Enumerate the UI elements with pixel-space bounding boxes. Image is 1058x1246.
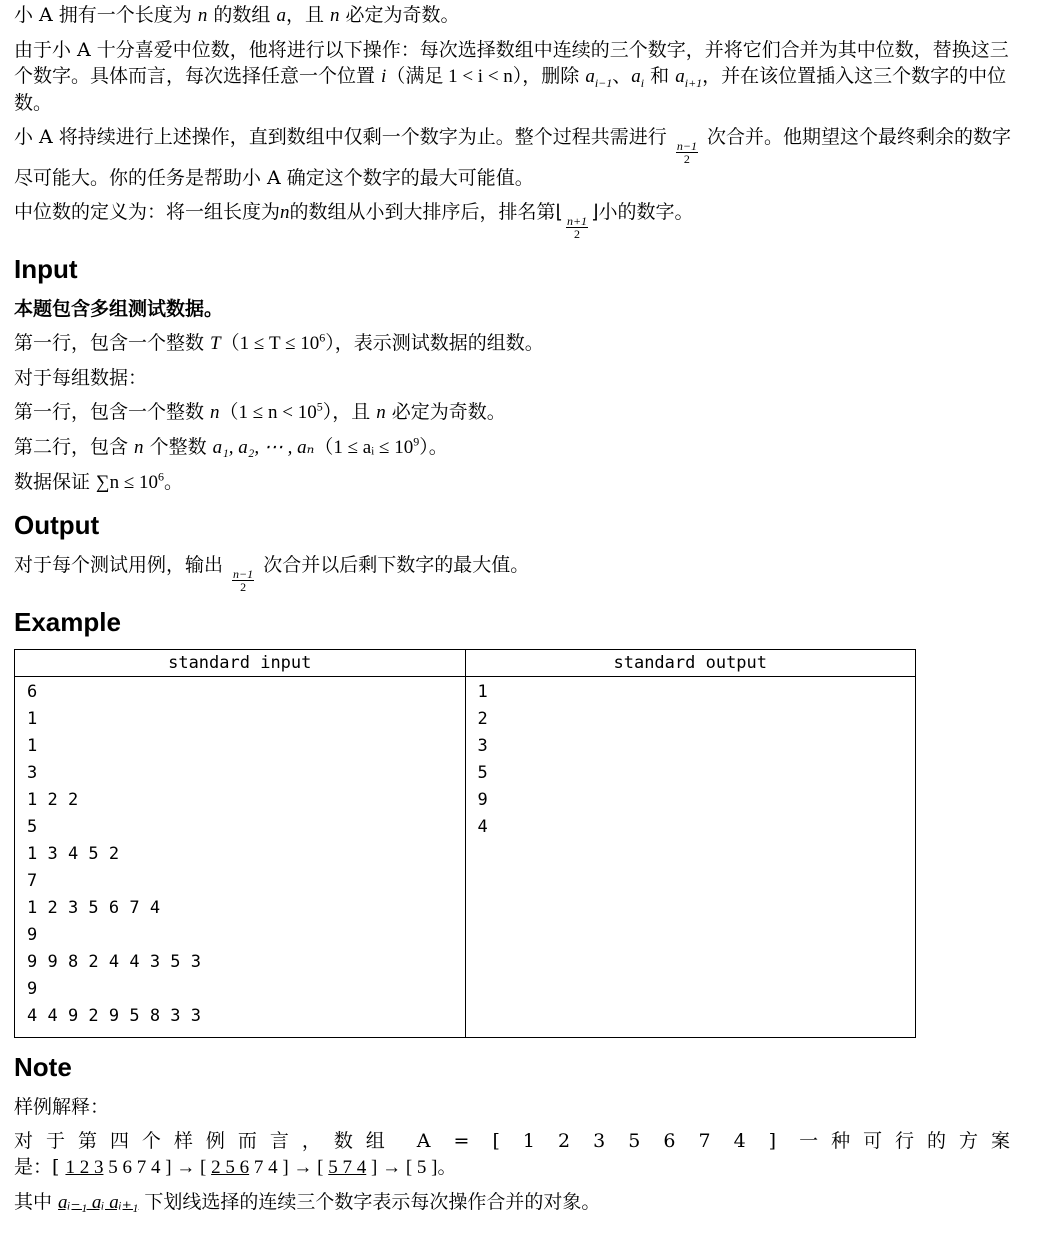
input-heading: Input bbox=[14, 254, 78, 284]
text: ） bbox=[325, 333, 335, 354]
input-column-header: standard input bbox=[15, 650, 466, 677]
output-heading: Output bbox=[14, 510, 100, 540]
math-sum: ∑n ≤ 10 bbox=[96, 472, 159, 493]
statement-paragraph-1 bbox=[14, 2, 1014, 29]
math-condition: （满足 1 < i < n） bbox=[386, 66, 523, 87]
text: 小 A 拥有一个长度为 bbox=[14, 4, 198, 26]
output-column-header: standard output bbox=[465, 650, 916, 677]
text: 是：[ bbox=[14, 1156, 66, 1178]
text: 数据保证 bbox=[14, 471, 97, 493]
text: ] → [ 5 ]。 bbox=[366, 1157, 457, 1178]
math-var: n bbox=[197, 5, 208, 26]
statement-paragraph-3 bbox=[14, 124, 1014, 191]
input-line-5 bbox=[14, 469, 1014, 496]
math-var: i bbox=[381, 66, 387, 87]
fraction-numerator: n+1 bbox=[566, 214, 588, 228]
text: ，删除 bbox=[522, 65, 586, 87]
text: ，并在该位置插入这三个数字的中位数。 bbox=[14, 65, 1007, 114]
math-var: a bbox=[276, 5, 286, 26]
sample-input-line: 1 bbox=[27, 736, 38, 756]
math-exponent: 6 bbox=[319, 330, 326, 345]
text: 个整数 bbox=[143, 436, 213, 458]
fraction-denominator: 2 bbox=[574, 227, 580, 241]
math-range: （1 ≤ aᵢ ≤ 10 bbox=[314, 437, 414, 458]
text: ，且 bbox=[332, 401, 377, 423]
math-subscript: i bbox=[640, 75, 645, 90]
sample-input-line: 9 bbox=[27, 979, 38, 999]
math-range: （1 ≤ T ≤ 10 bbox=[220, 333, 320, 354]
math-var: a bbox=[631, 66, 641, 87]
note-line-4 bbox=[14, 1189, 1014, 1216]
math-exponent: 9 bbox=[413, 434, 420, 449]
text: 对于每个测试用例，输出 bbox=[14, 554, 230, 576]
sample-input-line: 6 bbox=[27, 682, 38, 702]
sample-output-line: 4 bbox=[477, 817, 488, 837]
fraction-denominator: 2 bbox=[240, 580, 247, 594]
fraction bbox=[676, 140, 698, 165]
math-range: （1 ≤ n < 10 bbox=[219, 402, 317, 423]
math-exponent: 5 bbox=[316, 399, 323, 414]
underlined-triple: 1 2 3 bbox=[65, 1157, 104, 1178]
input-line-2: 对于每组数据： bbox=[14, 367, 148, 389]
text: 和 bbox=[644, 65, 676, 87]
text: 第一行，包含一个整数 bbox=[14, 401, 211, 423]
fraction-numerator: n−1 bbox=[676, 139, 697, 153]
sample-output-line: 9 bbox=[477, 790, 488, 810]
text: ） bbox=[322, 402, 333, 423]
text: 的数组 bbox=[207, 4, 277, 26]
text: 第二行，包含 bbox=[14, 436, 135, 458]
text: 、 bbox=[612, 65, 632, 87]
text: 小 A 将持续进行上述操作，直到数组中仅剩一个数字为止。整个过程共需进行 bbox=[14, 126, 673, 148]
sample-output-line: 2 bbox=[477, 709, 488, 729]
input-line-4 bbox=[14, 434, 1014, 461]
math-var: n bbox=[280, 202, 290, 223]
input-line-3 bbox=[14, 399, 1014, 426]
floor-left: ⌊ bbox=[555, 202, 563, 223]
text: ） bbox=[419, 437, 429, 458]
text: 小的数字。 bbox=[598, 201, 694, 223]
text: 必定为奇数。 bbox=[385, 401, 506, 423]
math-var: a bbox=[675, 66, 685, 87]
note-line-1: 样例解释： bbox=[14, 1096, 110, 1118]
fraction bbox=[232, 568, 254, 593]
note-line-2: 对于第四个样例而言，数组 A = [ 1 2 3 5 6 7 4 ] 一种可行的方案 bbox=[14, 1130, 1014, 1152]
output-line bbox=[14, 552, 1014, 593]
text: 的数组从小到大排序后，排名第 bbox=[289, 201, 556, 223]
underlined-triple: 5 7 4 bbox=[328, 1157, 367, 1178]
sample-input-line: 4 4 9 2 9 5 8 3 3 bbox=[27, 1006, 201, 1026]
text: ，表示测试数据的组数。 bbox=[334, 332, 544, 354]
text: 。 bbox=[428, 436, 448, 458]
math-var: n bbox=[376, 402, 386, 423]
sample-input-line: 1 bbox=[27, 709, 38, 729]
multi-test-note: 本题包含多组测试数据。 bbox=[14, 298, 224, 320]
sample-input-line: 5 bbox=[27, 817, 38, 837]
math-subscript: i−1 bbox=[594, 75, 613, 90]
underlined-triple: 2 5 6 bbox=[211, 1157, 250, 1178]
sample-input-cell bbox=[15, 677, 466, 1038]
sample-input-line: 1 2 3 5 6 7 4 bbox=[27, 898, 161, 918]
text: 由于小 A 十分喜爱中位数，他将进行以下操作：每次选择数组中连续的三个数字，并将它们合并为其中位数，替换这三个数字。具体而言，每次选择任意一个位置 bbox=[14, 39, 1009, 87]
text: 次合并。他期望这个最终剩余的数字尽可能大。你的任务是帮助小 A 确定这个数字的最大可能值。 bbox=[14, 126, 1011, 189]
text: 7 4 ] → [ bbox=[249, 1157, 329, 1178]
text: 中位数的定义为：将一组长度为 bbox=[14, 201, 281, 223]
note-line-3 bbox=[14, 1154, 1014, 1181]
example-table bbox=[14, 649, 916, 1038]
text: 必定为奇数。 bbox=[339, 4, 460, 26]
sample-input-line: 1 3 4 5 2 bbox=[27, 844, 120, 864]
math-var: T bbox=[210, 333, 221, 354]
input-line-1 bbox=[14, 330, 1014, 357]
math-var: a bbox=[585, 66, 595, 87]
statement-paragraph-2 bbox=[14, 37, 1014, 116]
fraction bbox=[566, 215, 588, 240]
math-var: n bbox=[134, 437, 144, 458]
text: ，且 bbox=[285, 4, 330, 26]
sample-input-line: 1 2 2 bbox=[27, 790, 79, 810]
math-var: n bbox=[329, 5, 340, 26]
sample-output-line: 1 bbox=[477, 682, 488, 702]
sample-input-line: 3 bbox=[27, 763, 38, 783]
text: 。 bbox=[164, 471, 184, 493]
fraction-numerator: n−1 bbox=[233, 567, 254, 581]
statement-paragraph-4 bbox=[14, 199, 1014, 240]
fraction-denominator: 2 bbox=[683, 152, 690, 166]
text: 5 6 7 4 ] → [ bbox=[103, 1157, 212, 1178]
sample-input-line: 7 bbox=[27, 871, 38, 891]
math-exponent: 6 bbox=[158, 469, 165, 484]
text: 其中 bbox=[14, 1191, 59, 1213]
sample-input-line: 9 9 8 2 4 4 3 5 3 bbox=[27, 952, 201, 972]
math-sequence: a₁, a₂, ⋯ , aₙ bbox=[212, 437, 315, 458]
problem-page bbox=[14, 2, 1014, 1224]
math-var: n bbox=[210, 402, 220, 423]
text: 第一行，包含一个整数 bbox=[14, 332, 211, 354]
sample-output-cell bbox=[465, 677, 916, 1038]
example-heading: Example bbox=[14, 607, 121, 637]
sample-output-line: 3 bbox=[477, 736, 488, 756]
math-subscript: i+1 bbox=[684, 75, 703, 90]
sample-input-line: 9 bbox=[27, 925, 38, 945]
underlined-math: aᵢ₋₁ aᵢ aᵢ₊₁ bbox=[58, 1192, 139, 1213]
note-heading: Note bbox=[14, 1052, 72, 1082]
text: 下划线选择的连续三个数字表示每次操作合并的对象。 bbox=[138, 1191, 601, 1213]
sample-output-line: 5 bbox=[477, 763, 488, 783]
floor-right: ⌋ bbox=[591, 202, 599, 223]
text: 次合并以后剩下数字的最大值。 bbox=[257, 554, 530, 576]
